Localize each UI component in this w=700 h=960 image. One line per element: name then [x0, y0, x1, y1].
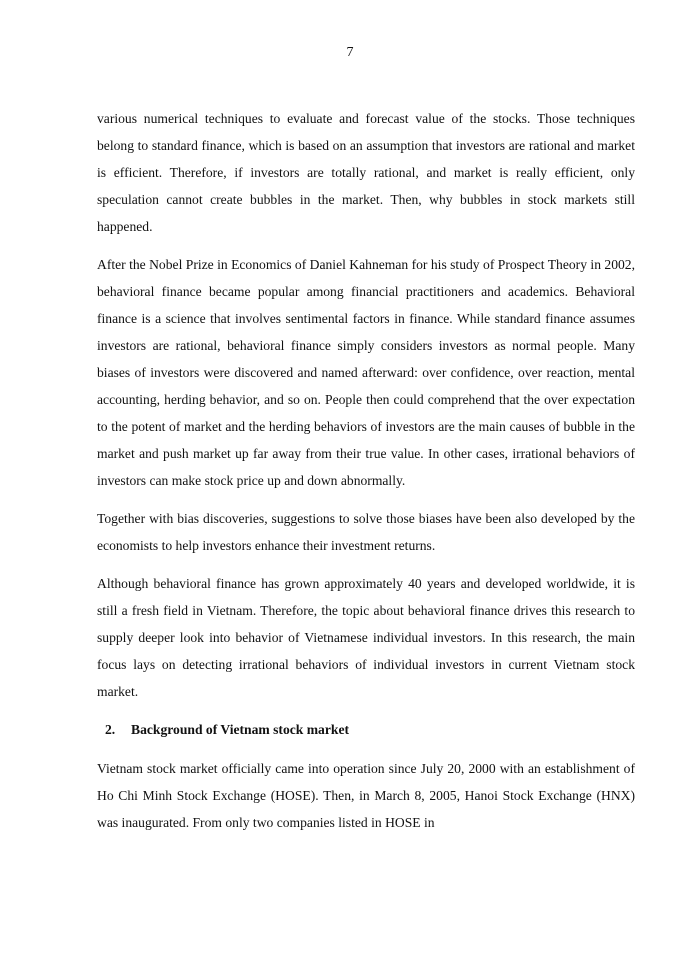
paragraph-standard-finance: various numerical techniques to evaluate and forecast value of the stocks. Those techniques belong to standard finance, which is based on an assumption that investors are rational and market is efficient. Therefore, if investors are totally rational, and market is really efficient, only speculation cannot create bubbles in the market. Then, why bubbles in stock markets still happened.	[97, 111, 635, 234]
section-title: Background of Vietnam stock market	[131, 722, 350, 737]
paragraph-vietnam-market: Vietnam stock market officially came into operation since July 20, 2000 with an establishment of Ho Chi Minh Stock Exchange (HOSE). Then, in March 8, 2005, Hanoi Stock Exchange (HNX) was inaugurated. From only two companies listed in HOSE in	[97, 761, 635, 830]
paragraph-behavioral-finance: After the Nobel Prize in Economics of Daniel Kahneman for his study of Prospect Theory in 2002, behavioral finance became popular among financial practitioners and academics. Behavioral finance is a science that involves sentimental factors in finance. While standard finance assumes investors are rational, behavioral finance simply considers investors as normal people. Many biases of investors were discovered and named afterward: over confidence, over reaction, mental accounting, herding behavior, and so on. People then could comprehend that the over expectation to the potent of market and the herding behaviors of investors are the main causes of bubble in the market and push market up far away from their true value. In other cases, irrational behaviors of investors can make stock price up and down abnormally.	[97, 257, 635, 488]
paragraph-research-focus: Although behavioral finance has grown approximately 40 years and developed worldwide, it is still a fresh field in Vietnam. Therefore, the topic about behavioral finance drives this research to supply deeper look into behavior of Vietnamese individual investors. In this research, the main focus lays on detecting irrational behaviors of individual investors in current Vietnam stock market.	[97, 576, 635, 699]
section-heading	[97, 716, 635, 743]
paragraph-bias-suggestions: Together with bias discoveries, suggestions to solve those biases have been also developed by the economists to help investors enhance their investment returns.	[97, 511, 635, 553]
page-number: 7	[346, 45, 354, 60]
section-number: 2.	[105, 722, 116, 737]
body-text	[97, 105, 635, 847]
